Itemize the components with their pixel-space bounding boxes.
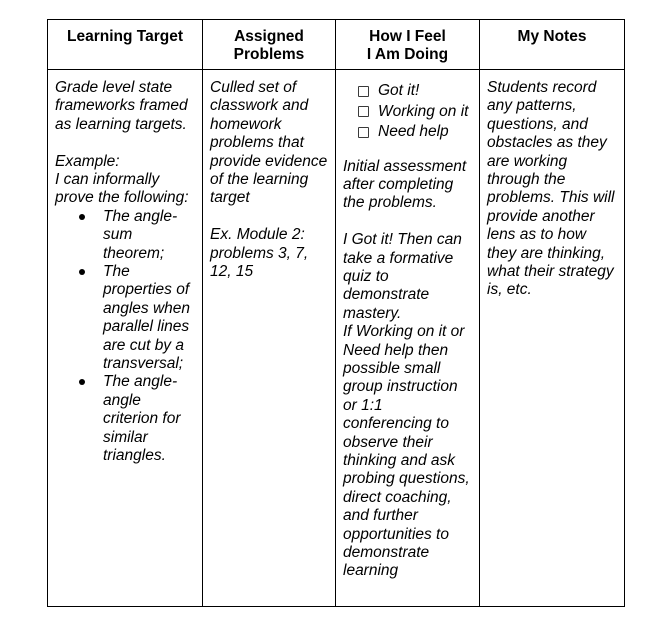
checkbox-icon[interactable] [358, 106, 369, 117]
header-learning-target [48, 20, 203, 70]
checkbox-icon[interactable] [358, 86, 369, 97]
checkbox-label: Got it! [378, 82, 420, 100]
cell-learning-target [48, 70, 203, 607]
example-text: I can informally prove the following: [55, 171, 189, 207]
header-line: Assigned [234, 28, 304, 45]
assigned-problems-example: Ex. Module 2: problems 3, 7, 12, 15 [210, 226, 309, 281]
content-row [48, 70, 625, 607]
cell-how-i-feel [336, 70, 480, 607]
example-label: Example: [55, 152, 120, 170]
learning-target-bullets [55, 208, 196, 466]
checkbox-icon[interactable] [358, 127, 369, 138]
checkbox-label: Need help [378, 123, 449, 141]
learning-target-table [47, 19, 625, 607]
got-it-text: I Got it! Then can take a formative quiz to demonstrate mastery. [343, 231, 462, 322]
assigned-problems-text: Culled set of classwork and homework problems that provide evidence of the learning target [210, 79, 328, 207]
cell-my-notes [480, 70, 625, 607]
learning-target-intro: Grade level state frameworks framed as learning targets. [55, 79, 188, 133]
checkbox-need-help[interactable] [358, 122, 473, 143]
spacer [343, 213, 473, 231]
checkbox-label: Working on it [378, 102, 469, 120]
cell-assigned-problems [203, 70, 336, 607]
spacer [55, 134, 196, 152]
header-how-i-feel [336, 20, 480, 70]
header-line: Problems [233, 46, 305, 63]
my-notes-text: Students record any patterns, questions, and obstacles as they are working through the problems. This will provide another lens as to how they are thinking, what their strategy is, etc. [487, 79, 615, 299]
bullet-text: The angle-angle criterion for similar triangles. [103, 373, 181, 465]
header-line: How I Feel [369, 28, 446, 45]
header-my-notes [480, 20, 625, 70]
list-item [103, 263, 196, 373]
help-text: If Working on it or Need help then possible small group instruction or 1:1 conferencing to observe their thinking and ask probing questions, direct coaching, and further opportunities to demonstrate learning [343, 323, 470, 580]
bullet-text: The angle-sum theorem; [103, 207, 178, 262]
list-item [103, 373, 196, 465]
checkbox-working-on-it[interactable] [358, 102, 473, 123]
header-line: Learning Target [67, 28, 183, 45]
list-item [103, 208, 196, 263]
header-row [48, 20, 625, 70]
bullet-icon [79, 379, 85, 385]
checkbox-got-it[interactable] [358, 81, 473, 102]
header-line: My Notes [517, 28, 587, 45]
bullet-icon [79, 214, 85, 220]
feeling-checklist [358, 81, 473, 143]
spacer [210, 208, 329, 226]
header-assigned-problems [203, 20, 336, 70]
bullet-text: The properties of angles when parallel lines are cut by a transversal; [103, 263, 191, 373]
spacer [343, 143, 473, 158]
header-line: I Am Doing [366, 46, 449, 63]
bullet-icon [79, 269, 85, 275]
assessment-text: Initial assessment after completing the problems. [343, 157, 467, 212]
